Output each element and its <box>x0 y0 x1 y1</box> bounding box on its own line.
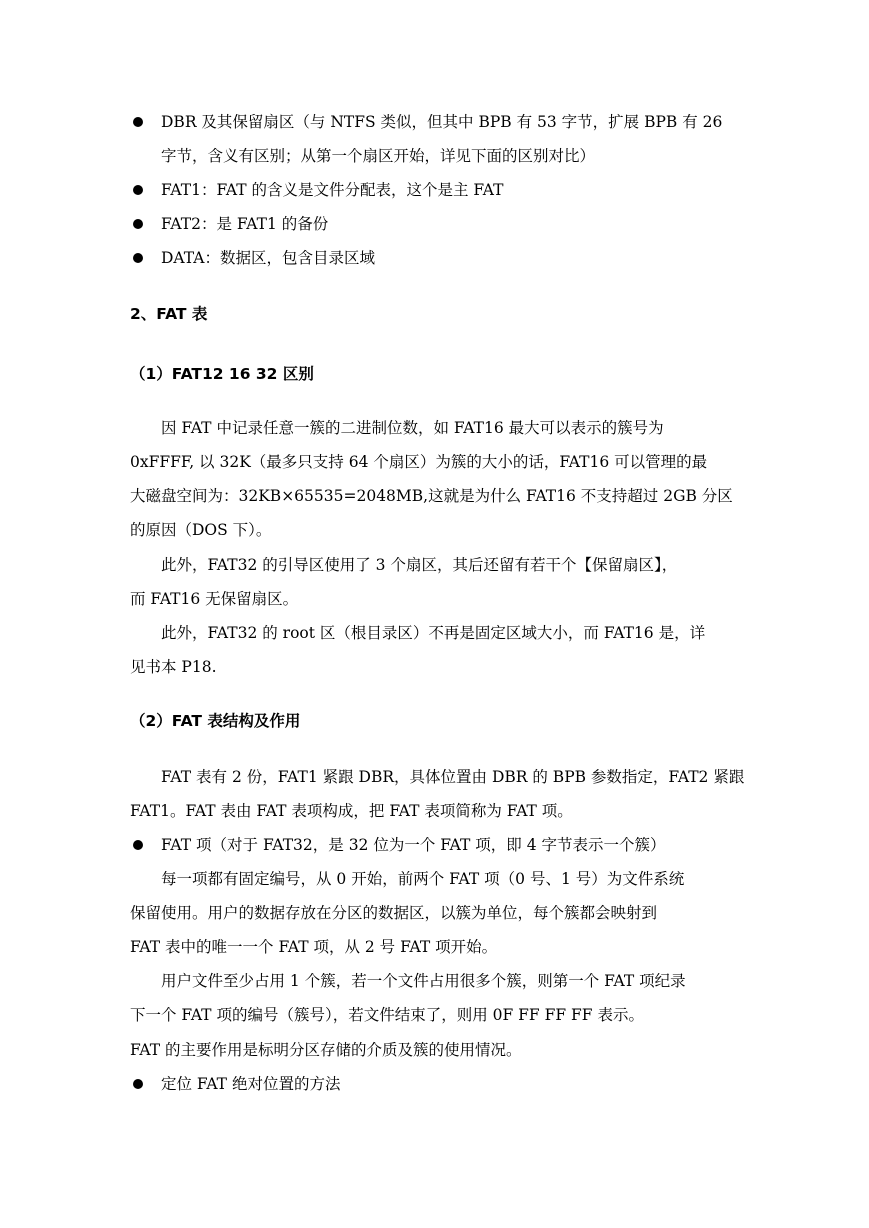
bullet-text: FAT 项（对于 FAT32，是 32 位为一个 FAT 项，即 4 字节表示一个簇） <box>161 836 666 854</box>
paragraph-line: FAT 表中的唯一一个 FAT 项，从 2 号 FAT 项开始。 <box>130 938 498 956</box>
paragraph-line: 下一个 FAT 项的编号（簇号），若文件结束了，则用 0F FF FF FF 表示。 <box>130 1006 644 1024</box>
paragraph-line: 此外，FAT32 的 root 区（根目录区）不再是固定区域大小，而 FAT16 是，详 <box>161 624 706 642</box>
paragraph-line: FAT 表有 2 份，FAT1 紧跟 DBR，具体位置由 DBR 的 BPB 参数指定，FAT2 紧跟 <box>161 768 745 786</box>
bullet-text: DATA：数据区，包含目录区域 <box>161 249 375 267</box>
paragraph-line: 每一项都有固定编号，从 0 开始，前两个 FAT 项（0 号、1 号）为文件系统 <box>161 870 685 888</box>
bullet-dot <box>133 840 143 850</box>
paragraph-line: 大磁盘空间为：32KB×65535=2048MB,这就是为什么 FAT16 不支持超过 2GB 分区 <box>130 487 733 505</box>
paragraph-line: FAT 的主要作用是标明分区存储的介质及簇的使用情况。 <box>130 1041 522 1059</box>
subsection-heading: （2）FAT 表结构及作用 <box>130 712 301 730</box>
bullet-text: FAT1：FAT 的含义是文件分配表，这个是主 FAT <box>161 181 504 199</box>
bullet-dot <box>133 185 143 195</box>
paragraph-line: 0xFFFF, 以 32K（最多只支持 64 个扇区）为簇的大小的话，FAT16 可以管理的最 <box>130 453 708 471</box>
bullet-text: FAT2：是 FAT1 的备份 <box>161 215 329 233</box>
bullet-dot <box>133 219 143 229</box>
paragraph-line: FAT1。FAT 表由 FAT 表项构成，把 FAT 表项简称为 FAT 项。 <box>130 802 573 820</box>
paragraph-line: 用户文件至少占用 1 个簇，若一个文件占用很多个簇，则第一个 FAT 项纪录 <box>161 972 686 990</box>
section-heading: 2、FAT 表 <box>130 305 208 323</box>
paragraph-line: 而 FAT16 无保留扇区。 <box>130 590 299 608</box>
bullet-dot <box>133 117 143 127</box>
bullet-text: 定位 FAT 绝对位置的方法 <box>161 1075 341 1093</box>
paragraph-line: 保留使用。用户的数据存放在分区的数据区，以簇为单位，每个簇都会映射到 <box>130 904 658 922</box>
paragraph-line: 的原因（DOS 下）。 <box>130 521 272 539</box>
bullet-text: DBR 及其保留扇区（与 NTFS 类似，但其中 BPB 有 53 字节，扩展 BPB 有 26 <box>161 113 723 131</box>
bullet-dot <box>133 253 143 263</box>
bullet-dot <box>133 1079 143 1089</box>
subsection-heading: （1）FAT12 16 32 区别 <box>130 365 314 383</box>
bullet-text-continuation: 字节，含义有区别；从第一个扇区开始，详见下面的区别对比） <box>161 147 596 165</box>
paragraph-line: 此外，FAT32 的引导区使用了 3 个扇区，其后还留有若干个【保留扇区】， <box>161 556 678 574</box>
paragraph-line: 见书本 P18. <box>130 658 217 676</box>
paragraph-line: 因 FAT 中记录任意一簇的二进制位数，如 FAT16 最大可以表示的簇号为 <box>161 419 664 437</box>
